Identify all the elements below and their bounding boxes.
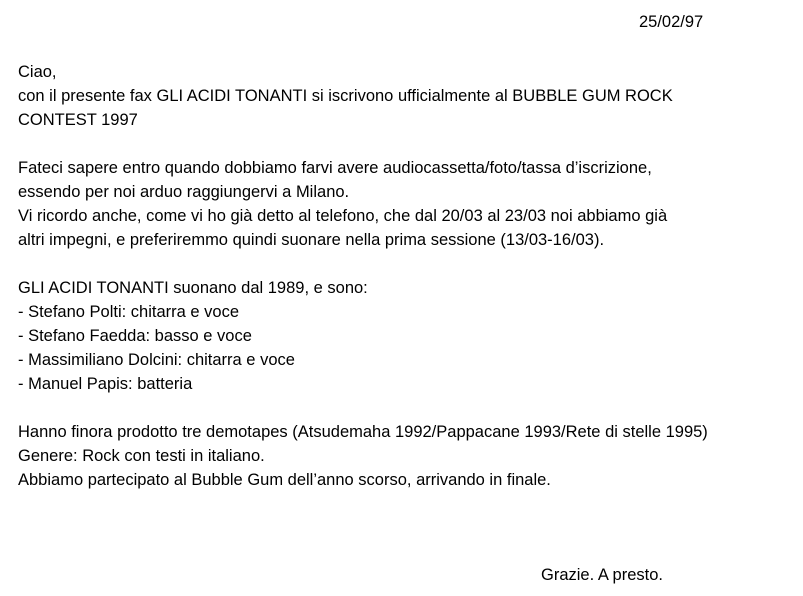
closing-signoff: Grazie. A presto.: [541, 566, 663, 584]
info-line-2: Genere: Rock con testi in italiano.: [18, 447, 265, 465]
paragraph-spacer: [18, 252, 798, 276]
intro-line-2: CONTEST 1997: [18, 111, 138, 129]
request-line-2: essendo per noi arduo raggiungervi a Milano.: [18, 183, 350, 201]
request-line-4: altri impegni, e preferiremmo quindi suonare nella prima sessione (13/03-16/03).: [18, 231, 605, 249]
info-line-3: Abbiamo partecipato al Bubble Gum dell’anno scorso, arrivando in finale.: [18, 471, 551, 489]
letter-body: [18, 60, 798, 492]
member-item: - Manuel Papis: batteria: [18, 375, 193, 393]
member-item: - Stefano Polti: chitarra e voce: [18, 303, 240, 321]
request-line-1: Fateci sapere entro quando dobbiamo farvi avere audiocassetta/foto/tassa d’iscrizione,: [18, 159, 652, 177]
band-intro: GLI ACIDI TONANTI suonano dal 1989, e sono:: [18, 279, 368, 297]
paragraph-spacer: [18, 132, 798, 156]
request-line-3: Vi ricordo anche, come vi ho già detto al telefono, che dal 20/03 al 23/03 noi abbiamo già: [18, 207, 668, 225]
intro-line-1: con il presente fax GLI ACIDI TONANTI si iscrivono ufficialmente al BUBBLE GUM ROCK: [18, 87, 673, 105]
paragraph-spacer: [18, 396, 798, 420]
member-item: - Massimiliano Dolcini: chitarra e voce: [18, 351, 295, 369]
info-line-1: Hanno finora prodotto tre demotapes (Atsudemaha 1992/Pappacane 1993/Rete di stelle 1995): [18, 423, 708, 441]
fax-date: 25/02/97: [639, 13, 704, 31]
greeting: Ciao,: [18, 63, 57, 81]
member-item: - Stefano Faedda: basso e voce: [18, 327, 252, 345]
